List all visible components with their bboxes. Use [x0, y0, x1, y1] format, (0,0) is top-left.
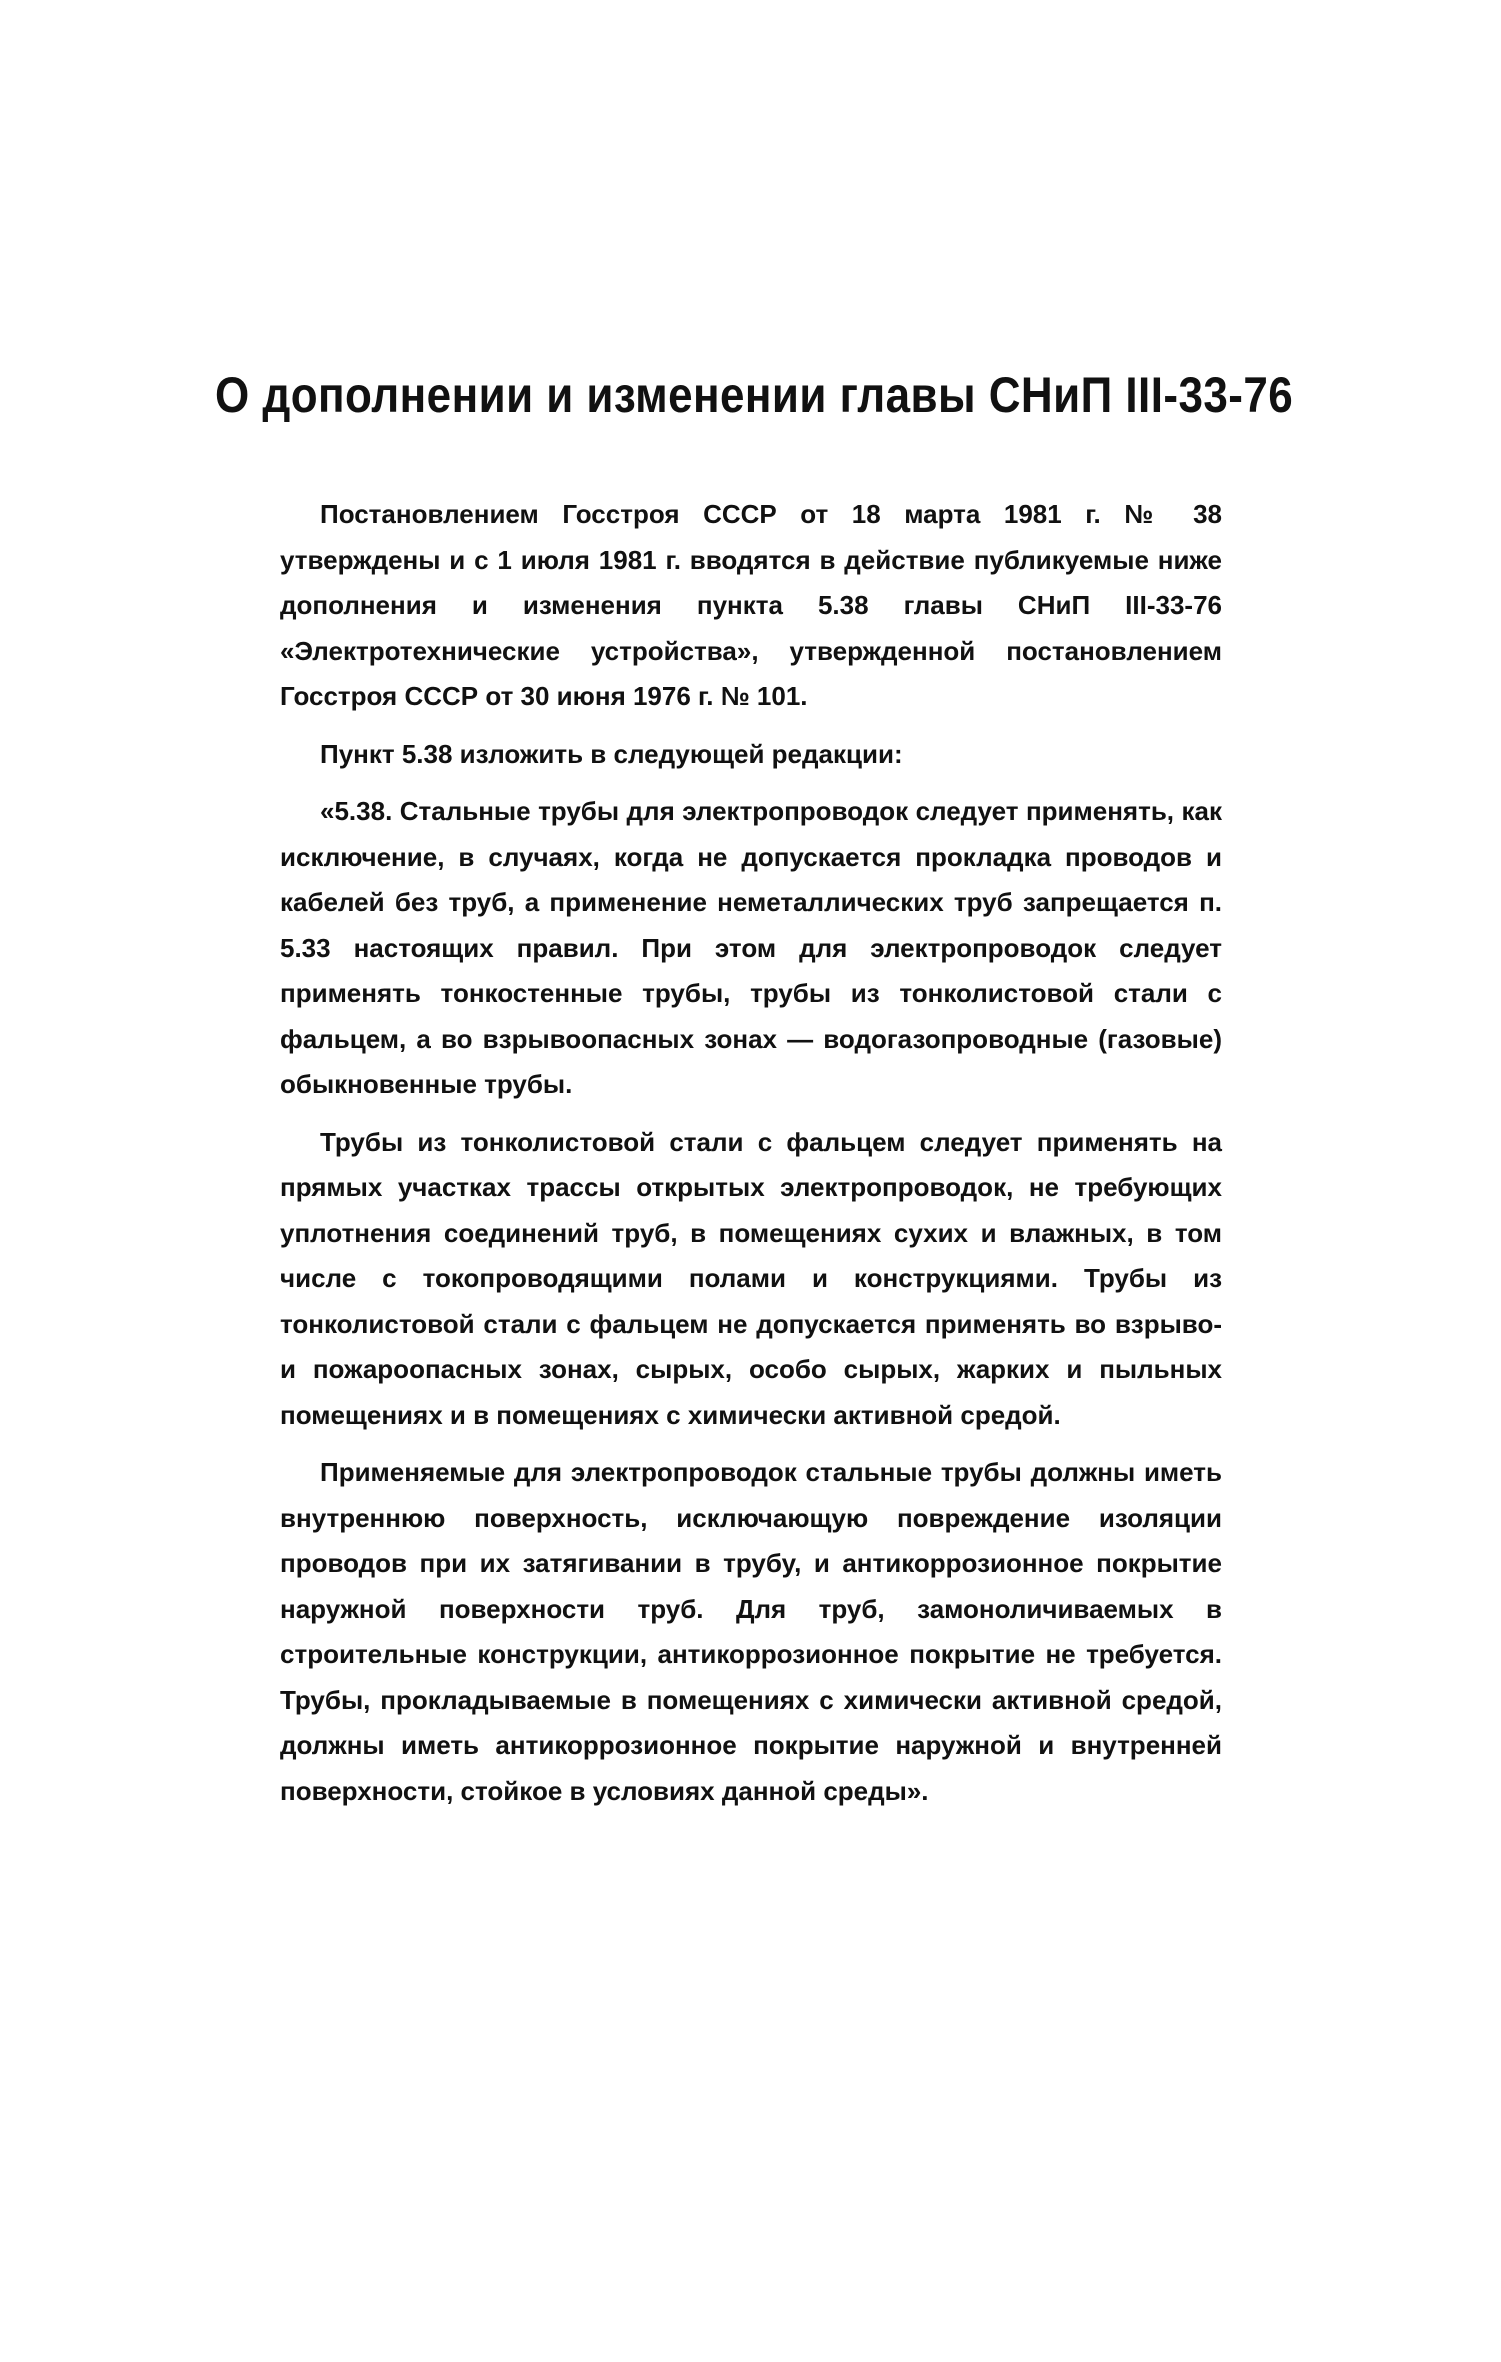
document-title: О дополнении и изменении главы СНиП III-33-76: [215, 367, 1294, 423]
paragraph-instruction: Пункт 5.38 изложить в следующей редакции:: [320, 738, 903, 769]
paragraph-pipe-requirements: Применяемые для электропроводок стальные трубы должны иметь внутреннюю поверхность, исключающую повреждение изоляции проводов при их затягивании в трубу, и антикоррозионное покрытие наружной поверхности труб. Для труб, замоноличиваемых в строительные конструкции, антикоррозионное покрытие не требуется. Трубы, прокладываемые в помещениях с химически активной средой, должны иметь антикоррозионное покрытие наружной и внутренней поверхности, стойкое в условиях данной среды».: [280, 1457, 1222, 1806]
paragraph-clause-5-38: «5.38. Стальные трубы для электропроводок следует применять, как исключение, в случаях, когда не допускается прокладка проводов и кабелей без труб, а применение неметаллических труб запрещается п. 5.33 настоящих правил. При этом для электропроводок следует применять тонкостенные трубы, трубы из тонколистовой стали с фальцем, а во взрывоопасных зонах — водогазопроводные (газовые) обыкновенные трубы.: [280, 796, 1222, 1099]
paragraph-folded-steel-pipes: Трубы из тонколистовой стали с фальцем следует применять на прямых участках трассы открытых электропроводок, не требующих уплотнения соединений труб, в помещениях сухих и влажных, в том числе с токопроводящими полами и конструкциями. Трубы из тонколистовой стали с фальцем не допускается применять во взрыво- и пожароопасных зонах, сырых, особо сырых, жарких и пыльных помещениях и в помещениях с химически активной средой.: [280, 1126, 1222, 1430]
document-body: [280, 492, 1222, 1826]
paragraph-resolution: Постановлением Госстроя СССР от 18 марта 1981 г. № 38 утверждены и с 1 июля 1981 г. вводятся в действие публикуемые ниже дополнения и изменения пункта 5.38 главы СНиП III-33-76 «Электротехнические устройства», утвержденной постановлением Госстроя СССР от 30 июня 1976 г. № 101.: [280, 499, 1222, 711]
